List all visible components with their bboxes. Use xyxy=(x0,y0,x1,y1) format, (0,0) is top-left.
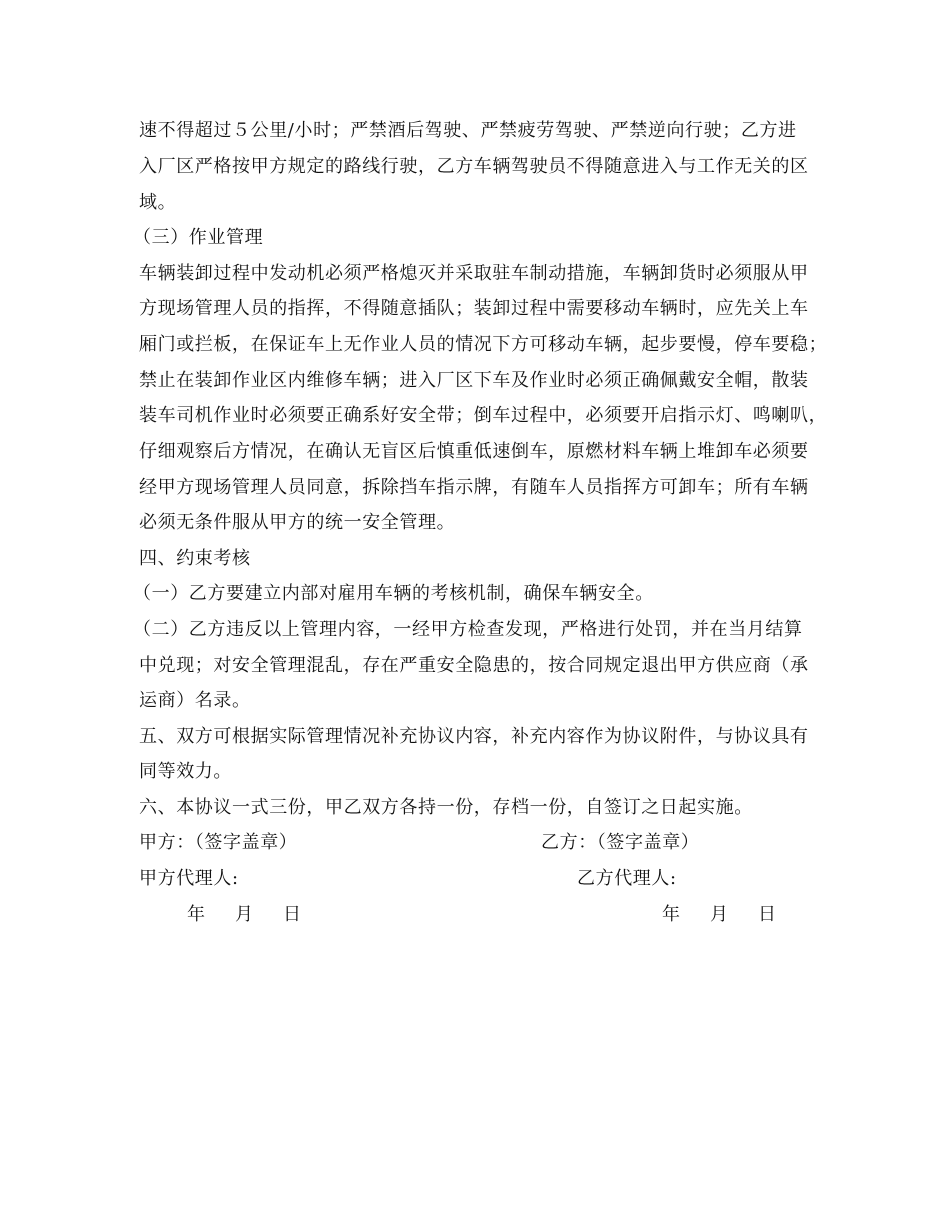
clause-item: 五、双方可根据实际管理情况补充协议内容，补充内容作为协议附件，与协议具有 xyxy=(139,726,809,747)
text-line: 车辆装卸过程中发动机必须严格熄灭并采取驻车制动措施，车辆卸货时必须服从甲 xyxy=(139,263,809,284)
text-line: 同等效力。 xyxy=(139,761,232,782)
party-b-agent-label: 乙方代理人: xyxy=(577,868,677,889)
section-heading: 四、约束考核 xyxy=(139,548,251,569)
year-label: 年 xyxy=(662,904,680,925)
text-line: 经甲方现场管理人员同意，拆除挡车指示牌，有随车人员指挥方可卸车；所有车辆 xyxy=(139,477,809,498)
party-a-seal-label: 甲方：（签字盖章） xyxy=(139,832,298,853)
clause-item: （二）乙方违反以上管理内容，一经甲方检查发现，严格进行处罚，并在当月结算 xyxy=(133,619,803,640)
day-label: 日 xyxy=(758,904,776,925)
day-label: 日 xyxy=(283,904,301,925)
text-line: 方现场管理人员的指挥，不得随意插队；装卸过程中需要移动车辆时，应先关上车 xyxy=(139,298,809,319)
text-line: 装车司机作业时必须要正确系好安全带；倒车过程中，必须要开启指示灯、鸣喇叭， xyxy=(139,405,828,426)
section-heading: （三）作业管理 xyxy=(133,227,264,248)
text-line: 禁止在装卸作业区内维修车辆；进入厂区下车及作业时必须正确佩戴安全帽，散装 xyxy=(139,370,809,391)
party-b-seal-label: 乙方：（签字盖章） xyxy=(541,832,700,853)
clause-item: 六、本协议一式三份，甲乙双方各持一份，存档一份，自签订之日起实施。 xyxy=(139,797,753,818)
month-label: 月 xyxy=(235,904,253,925)
year-label: 年 xyxy=(187,904,205,925)
month-label: 月 xyxy=(710,904,728,925)
party-b-date xyxy=(662,904,776,926)
text-line: 速不得超过５公里/小时；严禁酒后驾驶、严禁疲劳驾驶、严禁逆向行驶；乙方进 xyxy=(139,120,797,141)
party-a-date xyxy=(187,904,301,926)
text-line: 运商）名录。 xyxy=(139,690,251,711)
text-line: 厢门或拦板，在保证车上无作业人员的情况下方可移动车辆，起步要慢，停车要稳； xyxy=(139,334,828,355)
party-a-agent-label: 甲方代理人: xyxy=(139,868,239,889)
text-line: 仔细观察后方情况，在确认无盲区后慎重低速倒车，原燃材料车辆上堆卸车必须要 xyxy=(139,441,809,462)
text-line: 中兑现；对安全管理混乱，存在严重安全隐患的，按合同规定退出甲方供应商（承 xyxy=(139,655,809,676)
text-line: 入厂区严格按甲方规定的路线行驶，乙方车辆驾驶员不得随意进入与工作无关的区 xyxy=(139,156,809,177)
text-line: 必须无条件服从甲方的统一安全管理。 xyxy=(139,512,456,533)
text-line: 域。 xyxy=(139,192,177,213)
clause-item: （一）乙方要建立内部对雇用车辆的考核机制，确保车辆安全。 xyxy=(133,583,654,604)
